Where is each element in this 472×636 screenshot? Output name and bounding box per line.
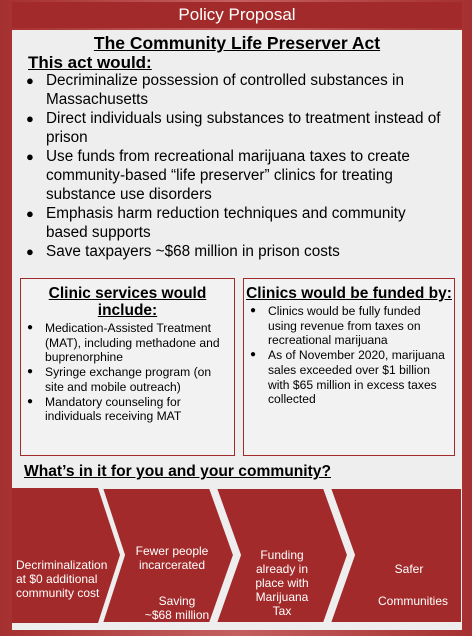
- list-item: ● Mandatory counseling for individuals receiving MAT: [27, 395, 230, 424]
- clinic-services-box: [20, 278, 235, 456]
- list-item: ● Use funds from recreational marijuana taxes to create community-based “life preserver” clinics for treating substance use disorders: [26, 148, 446, 204]
- clinic-funding-box: [243, 278, 455, 456]
- list-item: ● Direct individuals using substances to treatment instead of prison: [26, 110, 446, 147]
- step-4-bottom-text: Communities: [377, 594, 449, 608]
- act-intro: This act would:: [28, 53, 152, 72]
- act-title: The Community Life Preserver Act: [93, 33, 381, 53]
- step-2-bottom-text: Saving ~$68 million: [144, 594, 210, 622]
- step-1-text: Decriminalization at $0 additional community cost: [16, 558, 108, 600]
- clinic-services-title: Clinic services would include:: [48, 285, 207, 319]
- list-item: ● As of November 2020, marijuana sales exceeded over $1 billion with $65 million in excess taxes collected: [250, 348, 450, 407]
- clinic-funding-title: Clinics would be funded by:: [246, 285, 452, 302]
- community-heading: What’s in it for you and your community?: [24, 463, 331, 480]
- step-4-top-text: Safer: [394, 562, 424, 576]
- clinic-funding-list: [244, 304, 454, 407]
- clinic-services-list: [21, 321, 234, 424]
- proposal-panel: [12, 30, 462, 630]
- list-item: ● Decriminalize possession of controlled substances in Massachusetts: [26, 72, 446, 109]
- list-item: ● Emphasis harm reduction techniques and community based supports: [26, 205, 446, 242]
- list-item: ● Save taxpayers ~$68 million in prison costs: [26, 243, 446, 262]
- act-provisions-list: [26, 72, 446, 263]
- chevron-step-1: [12, 488, 120, 623]
- list-item: ● Syringe exchange program (on site and mobile outreach): [27, 365, 230, 394]
- page-header: Policy Proposal: [12, 2, 462, 28]
- step-3-text: Funding already in place with Marijuana Tax: [255, 548, 309, 618]
- list-item: ● Clinics would be fully funded using revenue from taxes on recreational marijuana: [250, 304, 450, 348]
- step-2-top-text: Fewer people incarcerated: [135, 544, 209, 572]
- list-item: ● Medication-Assisted Treatment (MAT), including methadone and buprenorphine: [27, 321, 230, 365]
- benefits-chevron-diagram: [12, 488, 462, 623]
